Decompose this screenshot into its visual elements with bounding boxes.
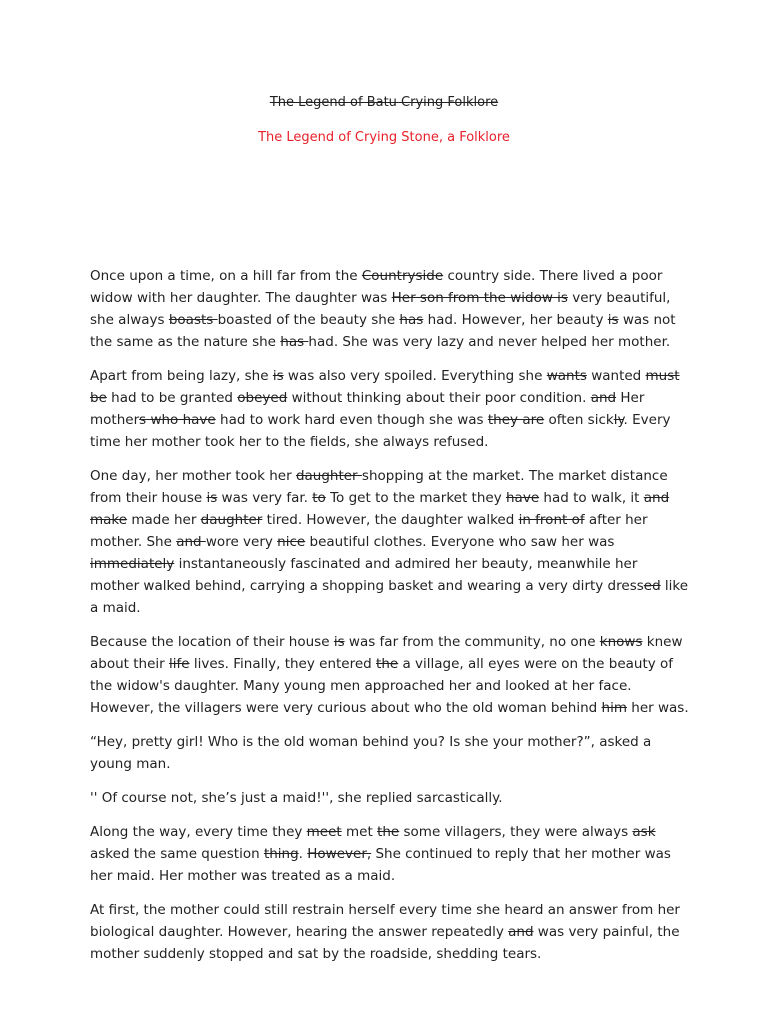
paragraph-text: without thinking about their poor condition. (287, 390, 591, 406)
paragraph-text: had to work hard even though she was (215, 412, 488, 428)
story-paragraph (90, 821, 690, 887)
deleted-text: wants (546, 368, 587, 384)
deleted-text: boasts (168, 312, 218, 328)
paragraph-text: met (341, 824, 378, 840)
paragraph-text: country side. There lived a poor widow with her daughter. The daughter was (90, 268, 663, 306)
paragraph-text: after her mother. She (90, 512, 648, 550)
paragraph-text: had to be granted (106, 390, 238, 406)
paragraph-text: very beautiful, she always (90, 290, 671, 328)
paragraph-text: To get to the market they (325, 490, 506, 506)
paragraph-text: like a maid. (90, 578, 689, 616)
deleted-text: meet (306, 824, 342, 840)
story-body (90, 265, 690, 965)
paragraph-text: had. However, her beauty (423, 312, 608, 328)
deleted-text: nice (277, 534, 306, 550)
deleted-text: and make (90, 490, 670, 528)
paragraph-text: Her mother (90, 390, 645, 428)
deleted-text: obeyed (237, 390, 288, 406)
paragraph-text: was very painful, the mother suddenly stopped and sat by the roadside, shedding tears. (90, 924, 680, 962)
story-paragraph (90, 787, 690, 809)
deleted-text: life (169, 656, 190, 672)
paragraph-text: Because the location of their house (90, 634, 334, 650)
deleted-text: ask (632, 824, 656, 840)
paragraph-text: had. She was very lazy and never helped her mother. (308, 334, 671, 350)
paragraph-text: some villagers, they were always (399, 824, 633, 840)
paragraph-text: “Hey, pretty girl! Who is the old woman behind you? Is she your mother?”, asked a young man. (90, 734, 652, 772)
deleted-text: is (272, 368, 284, 384)
deleted-text: in front of (518, 512, 585, 528)
paragraph-text: often sick (544, 412, 614, 428)
story-paragraph (90, 899, 690, 965)
deleted-text: immediately (90, 556, 175, 572)
deleted-text: and (176, 534, 206, 550)
paragraph-text: shopping at the market. The market distance from their house (90, 468, 668, 506)
deleted-text: However, (307, 846, 372, 862)
deleted-text: has (280, 334, 309, 350)
deleted-text: is (333, 634, 345, 650)
paragraph-text: beautiful clothes. Everyone who saw her was (305, 534, 615, 550)
paragraph-text: '' Of course not, she’s just a maid!'', she replied sarcastically. (90, 790, 503, 806)
paragraph-text: Once upon a time, on a hill far from the (90, 268, 362, 284)
paragraph-text: made her (127, 512, 201, 528)
paragraph-text: knew about their (90, 634, 683, 672)
paragraph-text: . (298, 846, 308, 862)
paragraph-text: tired. However, the daughter walked (262, 512, 519, 528)
deleted-text: and (590, 390, 617, 406)
deleted-text: thing (263, 846, 299, 862)
paragraph-text: a village, all eyes were on the beauty of the widow's daughter. Many young men approached her and looked at her face. However, the villagers were very curious about who the old woman behind (90, 656, 674, 716)
paragraph-text: instantaneously fascinated and admired her beauty, meanwhile her mother walked behind, carrying a shopping basket and wearing a very dirty dress (90, 556, 644, 594)
deleted-text: him (601, 700, 627, 716)
deleted-text: ed (643, 578, 661, 594)
paragraph-text: her was. (627, 700, 689, 716)
deleted-text: ly (613, 412, 624, 428)
deleted-text: to (312, 490, 326, 506)
paragraph-text: asked the same question (90, 846, 264, 862)
deleted-text: is (607, 312, 619, 328)
paragraph-text: was not the same as the nature she (90, 312, 676, 350)
paragraph-text: had to walk, it (539, 490, 644, 506)
deleted-text: daughter (200, 512, 263, 528)
story-paragraph (90, 631, 690, 719)
paragraph-text: boasted of the beauty she (217, 312, 400, 328)
paragraph-text: was far from the community, no one (344, 634, 600, 650)
deleted-text: daughter (295, 468, 362, 484)
story-paragraph (90, 265, 690, 353)
deleted-text: knows (599, 634, 643, 650)
paragraph-text: She continued to reply that her mother was her maid. Her mother was treated as a maid. (90, 846, 671, 884)
deleted-text: the (376, 656, 399, 672)
deleted-text: s who have (139, 412, 216, 428)
paragraph-text: . Every time her mother took her to the fields, she always refused. (90, 412, 671, 450)
original-title-strikethrough: The Legend of Batu Crying Folklore (269, 95, 499, 110)
paragraph-text: Apart from being lazy, she (90, 368, 273, 384)
paragraph-text: wore very (205, 534, 278, 550)
paragraph-text: At first, the mother could still restrain herself every time she heard an answer from her biological daughter. However, hearing the answer repeatedly (90, 902, 680, 940)
deleted-text: is (206, 490, 218, 506)
paragraph-text: One day, her mother took her (90, 468, 296, 484)
paragraph-text: wanted (586, 368, 646, 384)
story-paragraph (90, 731, 690, 775)
story-paragraph (90, 365, 690, 453)
deleted-text: has (399, 312, 424, 328)
deleted-text: and (508, 924, 534, 940)
paragraph-text: Along the way, every time they (90, 824, 307, 840)
deleted-text: have (506, 490, 540, 506)
paragraph-text: was very far. (217, 490, 313, 506)
deleted-text: they are (487, 412, 545, 428)
deleted-text: Her son from the widow is (391, 290, 568, 306)
story-paragraph (90, 465, 690, 619)
paragraph-text: lives. Finally, they entered (189, 656, 377, 672)
deleted-text: the (377, 824, 400, 840)
revised-title: The Legend of Crying Stone, a Folklore (258, 130, 510, 145)
paragraph-text: was also very spoiled. Everything she (283, 368, 547, 384)
deleted-text: must be (90, 368, 680, 406)
deleted-text: Countryside (361, 268, 444, 284)
